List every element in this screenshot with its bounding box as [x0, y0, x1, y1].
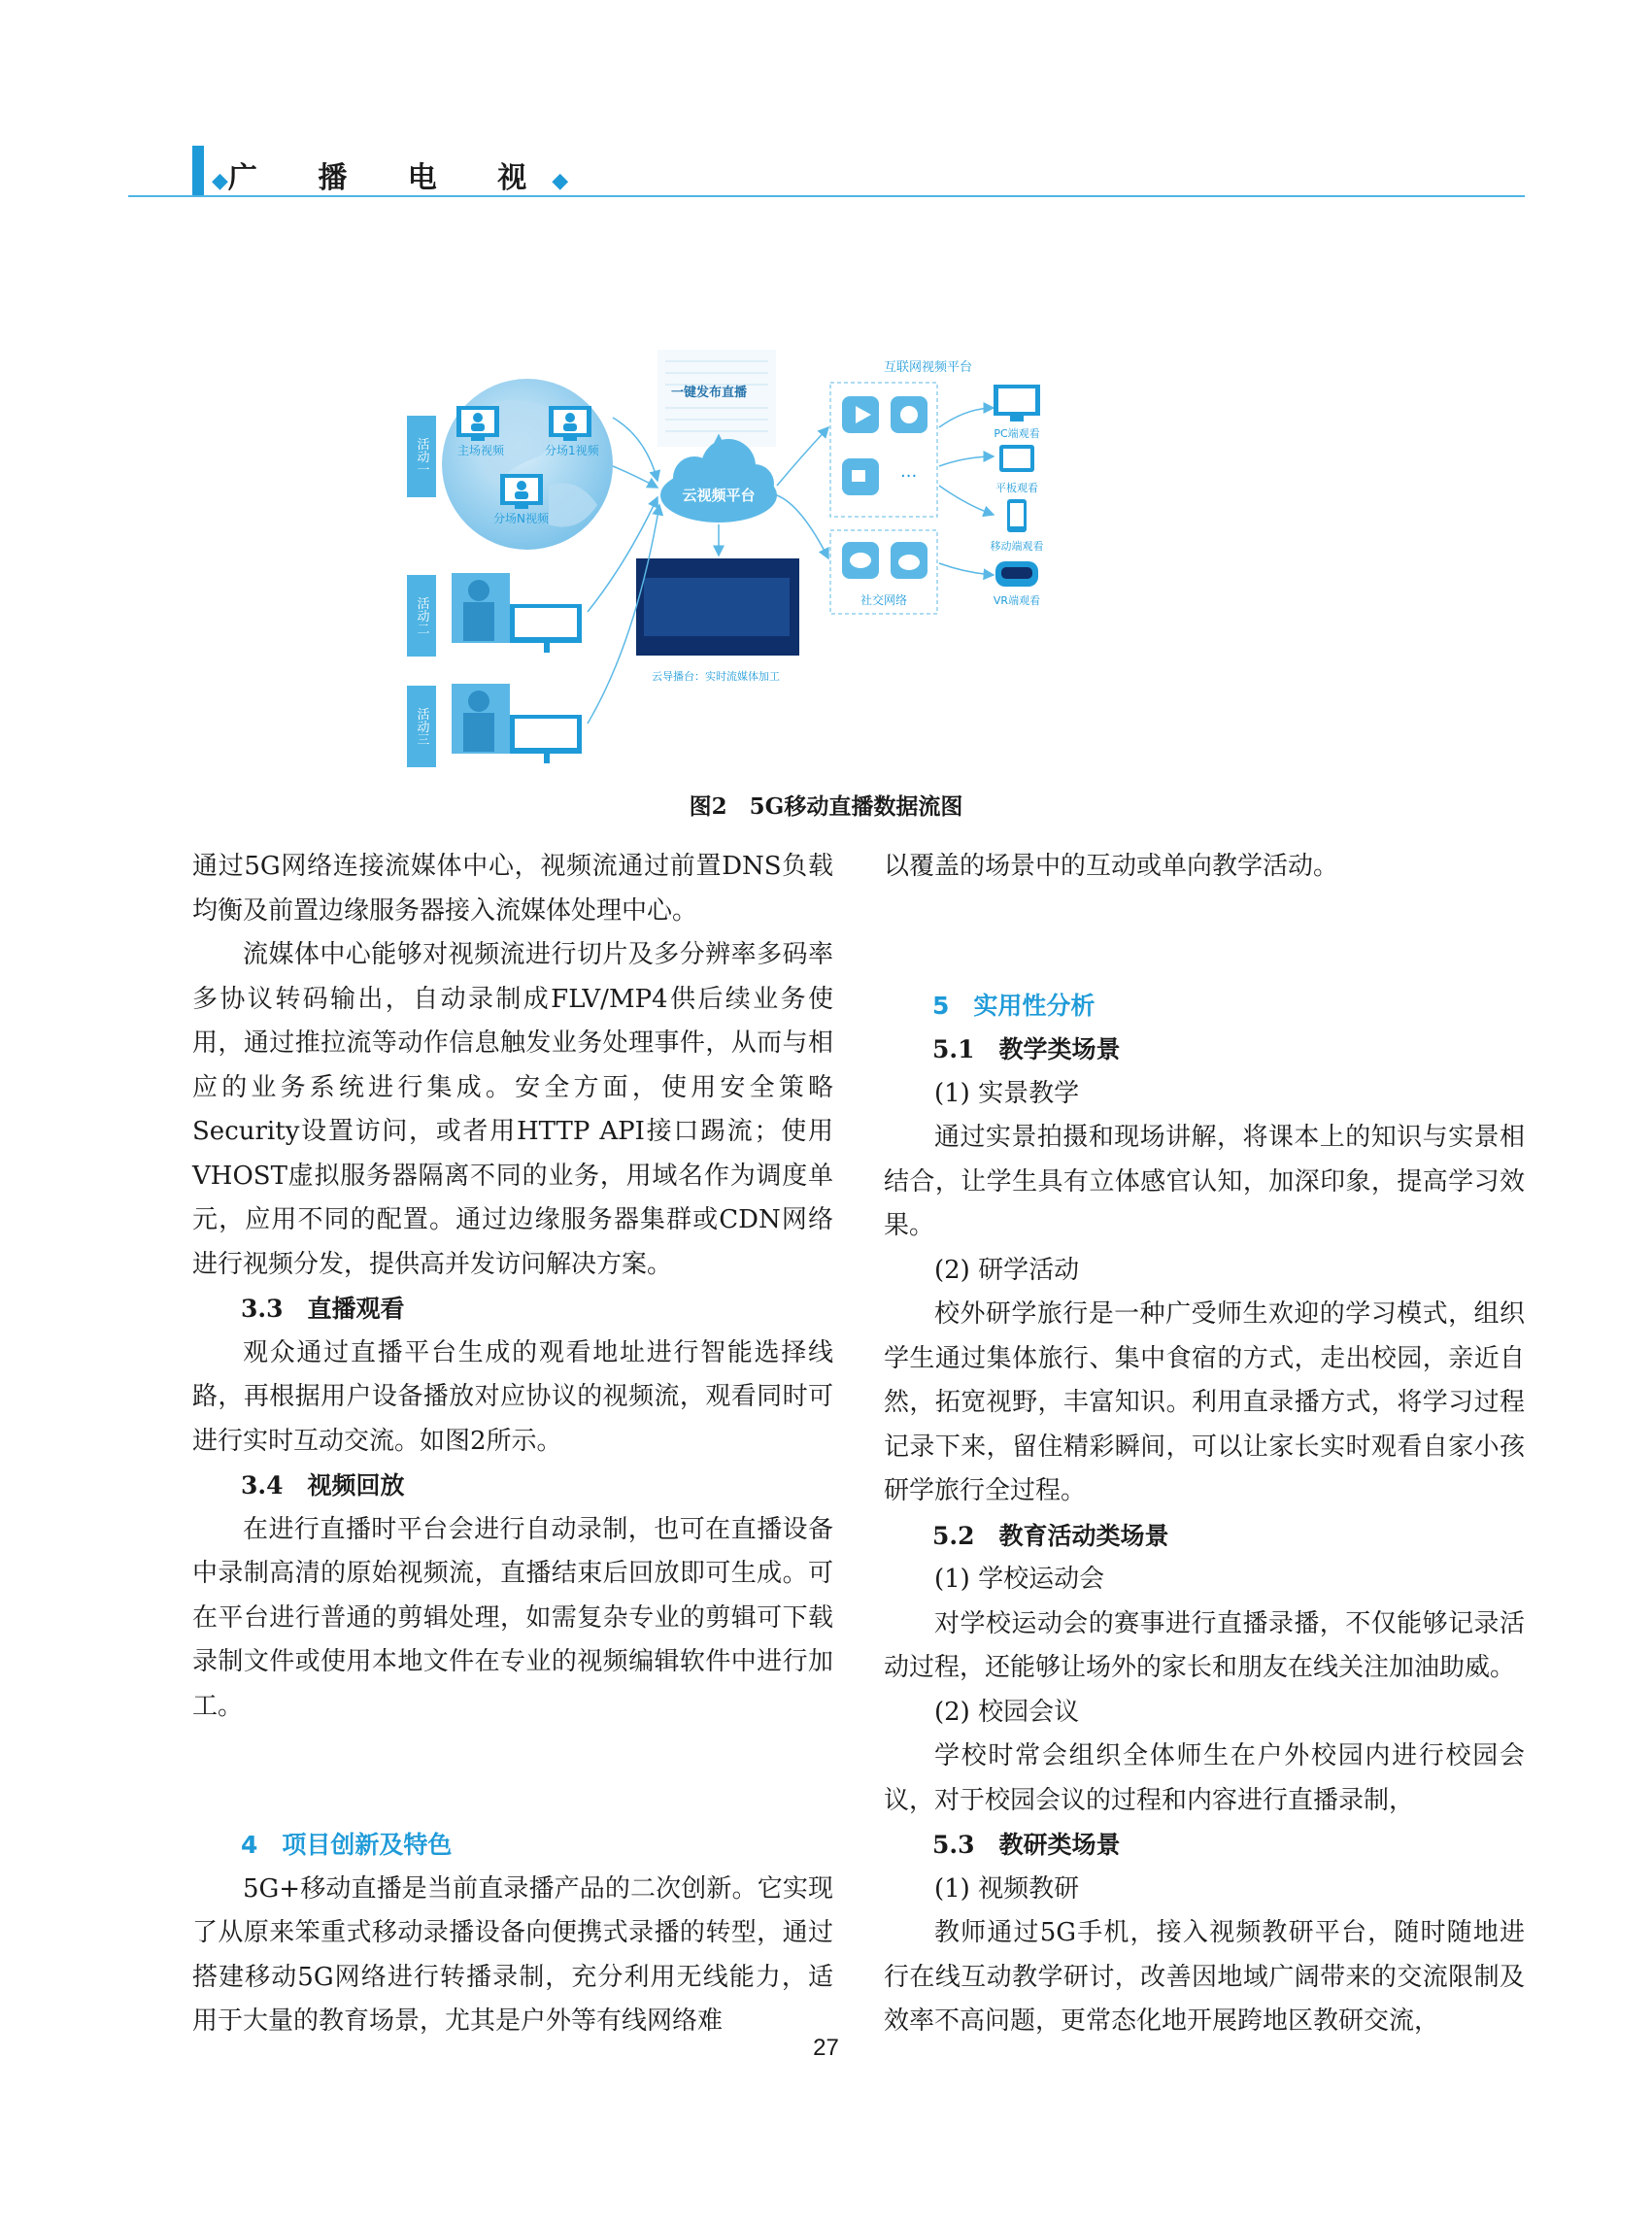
- right-column: [884, 845, 1525, 2044]
- journal-header: [212, 153, 568, 196]
- list-item-heading: (1) 视频教研: [934, 1873, 1080, 1904]
- terminal-label-mobile: 移动端观看: [990, 540, 1044, 553]
- paragraph: 校外研学旅行是一种广受师生欢迎的学习模式，组织学生通过集体旅行、集中食宿的方式，走出校园，亲近自然，拓宽视野，丰富知识。利用直录播方式，将学习过程记录下来，留住精彩瞬间，可以让家长实时观看自家小孩研学旅行全过程。: [884, 1299, 1525, 1505]
- figure-caption: 图2 5G移动直播数据流图: [689, 793, 963, 820]
- globe-label-branch1: 分场1视频: [545, 444, 599, 457]
- terminal-label-pc: PC端观看: [994, 427, 1040, 440]
- presenter-scene: [452, 573, 582, 653]
- subsection-heading: 5.3 教研类场景: [932, 1831, 1121, 1859]
- paragraph: 以覆盖的场景中的互动或单向教学活动。: [884, 852, 1339, 881]
- page-number: 27: [813, 2035, 839, 2061]
- vr-headset-icon: [995, 561, 1038, 587]
- diamond-icon: ◆: [212, 169, 228, 193]
- social-label: 社交网络: [860, 593, 908, 607]
- subsection-heading: 5.2 教育活动类场景: [932, 1521, 1169, 1550]
- spacer: [192, 1754, 833, 1798]
- monitor-icon: [549, 406, 591, 441]
- header-rule: [128, 195, 1525, 197]
- left-column: [192, 845, 833, 2044]
- paragraph: 通过5G网络连接流媒体中心，视频流通过前置DNS负载均衡及前置边缘服务器接入流媒体处理中心。: [192, 852, 833, 926]
- diamond-icon: ◆: [552, 169, 569, 193]
- tablet-icon: [999, 445, 1034, 472]
- activity-label-3: 活动三: [414, 707, 429, 746]
- journal-title: 广 播 电 视: [227, 161, 553, 195]
- dataflow-figure: [403, 350, 1287, 777]
- cloud-icon: [660, 439, 777, 523]
- section-heading: 5 实用性分析: [932, 991, 1096, 1020]
- list-item-heading: (2) 研学活动: [934, 1255, 1080, 1285]
- subsection-heading: 3.3 直播观看: [241, 1295, 405, 1323]
- pc-icon: [994, 385, 1040, 421]
- section-heading: 4 项目创新及特色: [241, 1831, 453, 1859]
- more-apps-label: ···: [900, 466, 918, 487]
- phone-icon: [1007, 499, 1027, 532]
- internet-platform-label: 互联网视频平台: [884, 360, 973, 375]
- paragraph: 流媒体中心能够对视频流进行切片及多分辨率多码率多协议转码输出，自动录制成FLV/MP4供后续业务使用，通过推拉流等动作信息触发业务处理事件，从而与相应的业务系统进行集成。安全方面，使用安全策略Security设置访问，或者用HTTP API接口踢流；使用VHOST虚拟服务器隔离不同的业务，用域名作为调度单元，应用不同的配置。通过边缘服务器集群或CDN网络进行视频分发，提供高并发访问解决方案。: [192, 940, 833, 1279]
- globe-label-branchN: 分场N视频: [493, 512, 549, 525]
- paragraph: 学校时常会组织全体师生在户外校园内进行校园会议，对于校园会议的过程和内容进行直播录制，: [884, 1741, 1525, 1815]
- monitor-icon: [500, 474, 543, 509]
- paragraph: 通过实景拍摄和现场讲解，将课本上的知识与实景相结合，让学生具有立体感官认知，加深印象，提高学习效果。: [884, 1123, 1525, 1240]
- list-item-heading: (2) 校园会议: [934, 1697, 1080, 1727]
- director-label: 云导播台：实时流媒体加工: [652, 670, 780, 683]
- paragraph: 教师通过5G手机，接入视频教研平台，随时随地进行在线互动教学研讨，改善因地域广阔带来的交流限制及效率不高问题，更常态化地开展跨地区教研交流，: [884, 1918, 1525, 2036]
- subsection-heading: 3.4 视频回放: [241, 1471, 405, 1500]
- cloud-label: 云视频平台: [682, 487, 756, 504]
- publish-label: 一键发布直播: [671, 386, 748, 400]
- list-item-heading: (1) 学校运动会: [934, 1565, 1105, 1594]
- header-accent-bar: [192, 146, 204, 196]
- globe-label-main: 主场视频: [457, 444, 505, 457]
- paragraph: 5G+移动直播是当前直录播产品的二次创新。它实现了从原来笨重式移动录播设备向便携式录播的转型，通过搭建移动5G网络进行转播录制，充分利用无线能力，适用于大量的教育场景，尤其是户外等有线网络难: [192, 1873, 833, 2036]
- terminal-label-tablet: 平板观看: [995, 482, 1038, 494]
- activity-label-1: 活动一: [414, 437, 429, 476]
- activity-label-2: 活动二: [414, 596, 429, 635]
- presenter-scene: [452, 684, 582, 763]
- monitor-icon: [456, 406, 499, 441]
- spacer: [884, 915, 1525, 959]
- terminal-label-vr: VR端观看: [993, 594, 1041, 607]
- paragraph: 观众通过直播平台生成的观看地址进行智能选择线路，再根据用户设备播放对应协议的视频流，观看同时可进行实时互动交流。如图2所示。: [192, 1337, 833, 1456]
- paragraph: 对学校运动会的赛事进行直播录播，不仅能够记录活动过程，还能够让场外的家长和朋友在线关注加油助威。: [884, 1608, 1525, 1682]
- paragraph: 在进行直播时平台会进行自动录制，也可在直播设备中录制高清的原始视频流，直播结束后回放即可生成。可在平台进行普通的剪辑处理，如需复杂专业的剪辑可下载录制文件或使用本地文件在专业的视频编辑软件中进行加工。: [192, 1514, 833, 1721]
- subsection-heading: 5.1 教学类场景: [932, 1035, 1121, 1063]
- list-item-heading: (1) 实景教学: [934, 1078, 1080, 1108]
